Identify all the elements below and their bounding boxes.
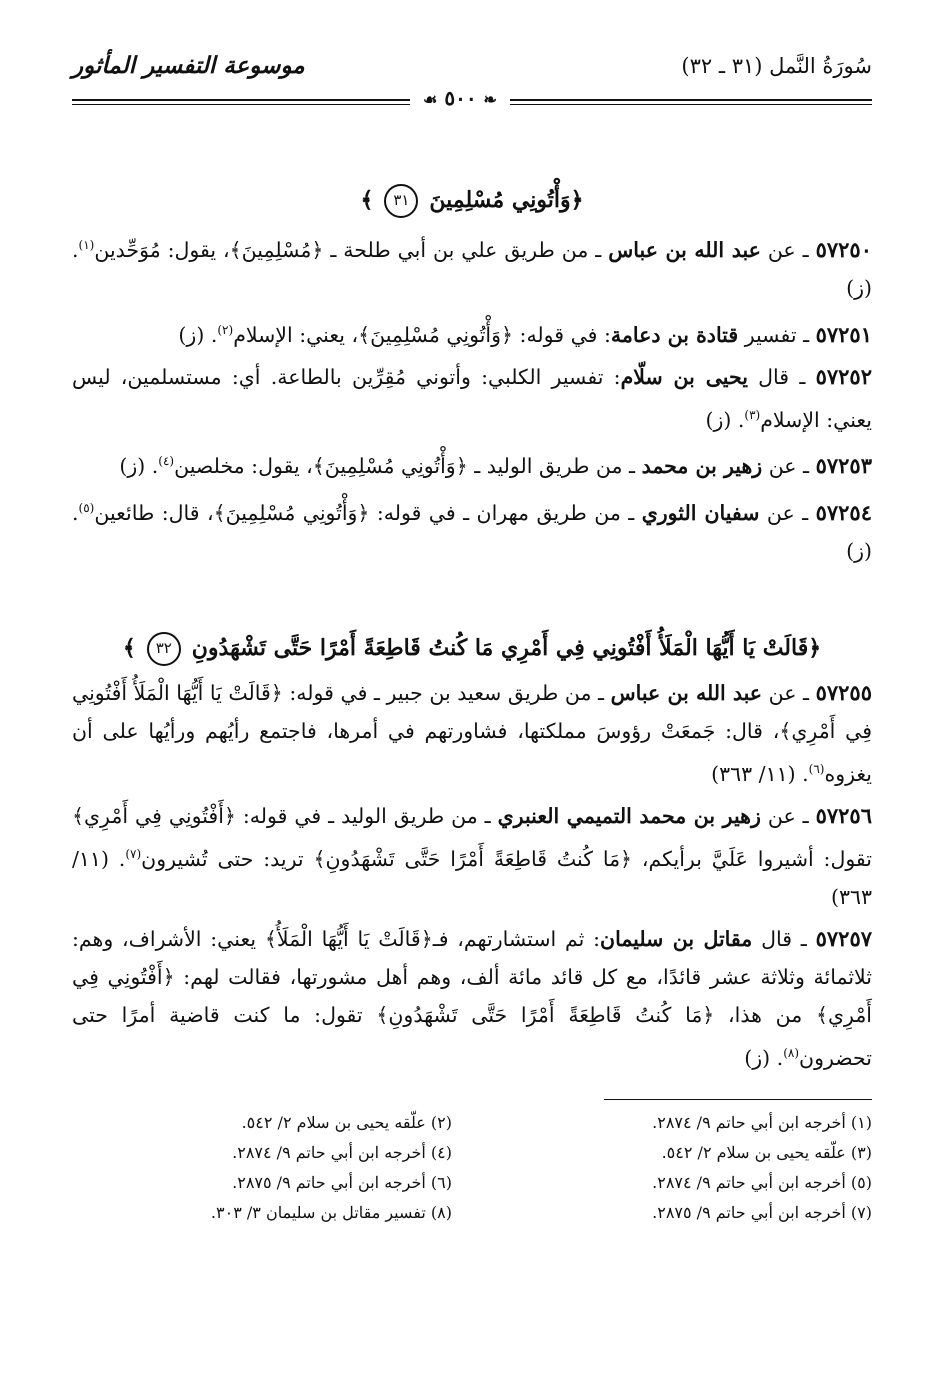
footnote-ref: (٥) (78, 501, 95, 516)
footnote: (١) أخرجه ابن أبي حاتم ٩/ ٢٨٧٤. (652, 1112, 872, 1132)
entry-tail: . (١١/ ٣٦٣) (711, 761, 809, 786)
footnote: (٢) علّقه يحيى بن سلام ٢/ ٥٤٢. (241, 1112, 452, 1132)
entry-pre: ـ عن (762, 454, 816, 479)
entry-pre: ـ قال (752, 926, 816, 951)
entry-pre: ـ قال (747, 364, 816, 389)
verse-number-badge: ٣٢ (147, 632, 181, 666)
footnote-ref: (١) (78, 238, 95, 252)
header-rule-right (510, 99, 872, 101)
entry (72, 442, 872, 485)
entry-pre: ـ عن (759, 501, 816, 526)
entry-tail: . (١١/ ٣٦٣) (72, 846, 872, 909)
entry (72, 797, 872, 916)
entry-tail: . (ز) (119, 454, 159, 479)
entry-text: ـ من طريق علي بن أبي طلحة ـ ﴿مُسْلِمِينَ﴾، يقول: مُوَحِّدين (94, 237, 609, 262)
entry-tail: . (ز) (178, 322, 218, 347)
narrator-name: سفيان الثوري (641, 501, 760, 526)
footnote-ref: (٢) (217, 322, 234, 337)
footnote: (٣) علّقه يحيى بن سلام ٢/ ٥٤٢. (661, 1142, 872, 1162)
entry (72, 920, 872, 1077)
entry (72, 226, 872, 307)
page-number-value: ٥٠٠ (444, 86, 477, 110)
footnote: (٧) أخرجه ابن أبي حاتم ٩/ ٢٨٧٥. (652, 1202, 872, 1222)
entry-text: : في قوله: ﴿وَأْتُونِي مُسْلِمِينَ﴾، يعني: الإسلام (233, 322, 611, 347)
verse-number-badge: ٣١ (384, 184, 418, 218)
footnote-ref: (٦) (808, 762, 825, 777)
footnote-ref: (٨) (783, 1045, 800, 1060)
narrator-name: عبد الله بن عباس (610, 681, 763, 706)
footnote-divider (604, 1099, 872, 1100)
verse-close-bracket: ﴾ (360, 187, 374, 213)
verse-heading (72, 626, 872, 670)
narrator-name: مقاتل بن سليمان (600, 926, 753, 951)
verse-close-bracket: ﴾ (122, 635, 136, 662)
page-number (412, 86, 508, 110)
footnote: (٦) أخرجه ابن أبي حاتم ٩/ ٢٨٧٥. (232, 1172, 452, 1192)
ornament-icon: ☙ (423, 90, 438, 109)
entry-number: ٥٧٢٥٦ (815, 802, 872, 828)
surah-title: سُورَةُ النَّمل (٣١ ـ ٣٢) (681, 54, 872, 78)
verse-heading (72, 178, 872, 222)
ornament-icon: ❧ (483, 90, 497, 109)
verse-text: ﴿قَالَتْ يَا أَيُّهَا الْمَلَأُ أَفْتُونِي فِي أَمْرِي مَا كُنتُ قَاطِعَةً أَمْرًا حَتَّى تَشْهَدُونِ (191, 635, 822, 662)
footnote-ref: (٧) (125, 846, 142, 861)
entry (72, 674, 872, 793)
entry-tail: . (ز) (705, 407, 745, 432)
entry (72, 489, 872, 570)
entry (72, 311, 872, 354)
narrator-name: قتادة بن دعامة (610, 322, 739, 347)
header-rule-left-thin (72, 104, 410, 105)
footnote: (٥) أخرجه ابن أبي حاتم ٩/ ٢٨٧٤. (652, 1172, 872, 1192)
footnote-ref: (٤) (158, 454, 175, 469)
page (72, 48, 872, 1348)
entry-text: ـ من طريق سعيد بن جبير ـ في قوله: ﴿قَالَتْ يَا أَيُّهَا الْمَلَأُ أَفْتُونِي فِي أَمْرِي﴾، قال: جَمعَتْ رؤوسَ مملكتها، فشاورتهم في أمرها، فاجتمع رأيُهم ورأيُها على أن يغزوه (72, 681, 872, 786)
entry-number: ٥٧٢٥٠ (815, 236, 872, 262)
narrator-name: زهير بن محمد التميمي العنبري (497, 803, 761, 828)
verse-text: ﴿وَأْتُونِي مُسْلِمِينَ (429, 187, 584, 213)
footnotes (72, 1110, 872, 1226)
header-rule-right-thin (510, 104, 872, 105)
entry-number: ٥٧٢٥٤ (815, 500, 872, 526)
entry-tail: . (ز) (72, 501, 872, 564)
narrator-name: زهير بن محمد (641, 454, 763, 479)
footnote: (٤) أخرجه ابن أبي حاتم ٩/ ٢٨٧٤. (232, 1142, 452, 1162)
header-rule-left (72, 99, 410, 101)
entry-number: ٥٧٢٥١ (815, 321, 872, 347)
book-title: موسوعة التفسير المأثور (72, 52, 305, 79)
narrator-name: يحيى بن سلّام (620, 364, 748, 389)
entry-text: ـ من طريق الوليد ـ في قوله: ﴿أَفْتُونِي فِي أَمْرِي﴾ تقول: أشيروا عَلَيَّ برأيكم، ﴿مَا كُنتُ قَاطِعَةً أَمْرًا حَتَّى تَشْهَدُونِ﴾ تريد: حتى تُشيرون (72, 803, 873, 871)
narrator-name: عبد الله بن عباس (608, 237, 761, 262)
entry (72, 358, 872, 439)
entry-text: : تفسير الكلبي: وأتوني مُقِرِّين بالطاعة. أي: مستسلمين، ليس يعني: الإسلام (72, 364, 872, 432)
entry-pre: ـ عن (760, 803, 816, 828)
entry-tail: . (ز) (744, 1045, 784, 1070)
footnote: (٨) تفسير مقاتل بن سليمان ٣/ ٣٠٣. (210, 1202, 452, 1222)
entry-pre: ـ عن (762, 681, 816, 706)
entry-pre: ـ عن (760, 237, 816, 262)
entry-pre: ـ تفسير (738, 322, 816, 347)
entry-number: ٥٧٢٥٣ (815, 453, 872, 479)
entry-text: ـ من طريق الوليد ـ ﴿وَأْتُونِي مُسْلِمِينَ﴾، يقول: مخلصين (174, 454, 642, 479)
footnote-ref: (٣) (744, 407, 761, 422)
entry-text: ـ من طريق مهران ـ في قوله: ﴿وَأْتُونِي مُسْلِمِينَ﴾، قال: طائعين (94, 501, 642, 526)
entry-number: ٥٧٢٥٧ (815, 925, 873, 951)
entry-number: ٥٧٢٥٥ (815, 680, 872, 706)
entry-number: ٥٧٢٥٢ (815, 363, 872, 389)
entry-tail: . (ز) (72, 237, 872, 300)
entry-text: : ثم استشارتهم، فـ﴿قَالَتْ يَا أَيُّهَا الْمَلَأُ﴾ يعني: الأشراف، وهم: ثلاثمائة وثلاثة عشر قائدًا، مع كل قائد مائة ألف، وهم أهل مشورتها، فقالت لهم: ﴿أَفْتُونِي فِي أَمْرِي﴾ من هذا، ﴿مَا كُنتُ قَاطِعَةً أَمْرًا حَتَّى تَشْهَدُونِ﴾ تقول: ما كنت قاضية أمرًا حتى تحضرون (72, 926, 872, 1070)
